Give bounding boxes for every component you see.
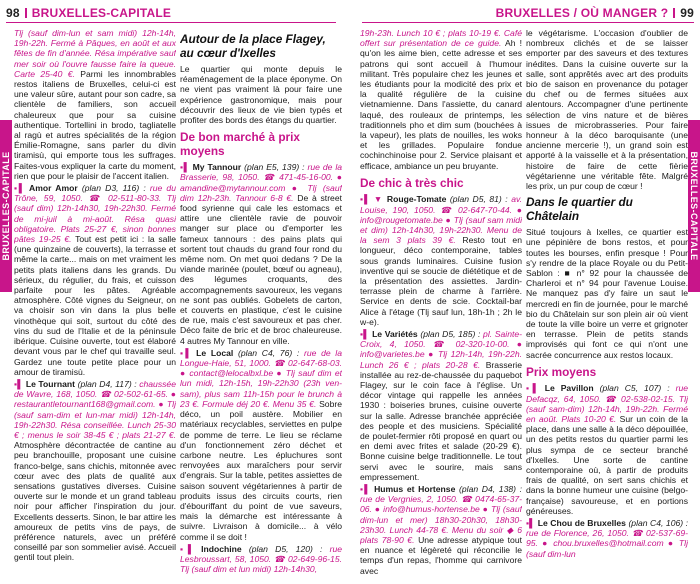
paragraph: le végétarisme. L'occasion d'oublier de nombreux clichés et de se laisser emporter par des saveurs et des textures inédites. Dans la cuisine ouverte sur la salle, sont apprêtés avec art des produits bio de saison en provenance du potager du chef ou de fermes situées aux alentours. Accompagner d'une pertinente sélection de vins nature et de bières issues de microbrasseries. Pour faire honneur à la déco baroquisante (une ancienne mercerie !), un grand soin est apporté à la vaisselle et à la présentation, histoire de faire de cette fièrie végétarienne une véritable fête. Malgré les prix, un pur coup de cœur ! (526, 28, 688, 192)
left-section-title: BRUXELLES-CAPITALE (31, 6, 172, 20)
header-divider (673, 8, 675, 18)
restaurant-icon: ▪▌ (526, 518, 536, 529)
text-column-3 (360, 28, 522, 580)
section-heading-flagey: Autour de la place Flagey, au cœur d'Ixelles (180, 32, 326, 60)
restaurant-icon: ▪▌ (180, 543, 194, 554)
text-column-4 (526, 28, 688, 580)
section-heading-chatelain: Dans le quartier du Châtelain (526, 195, 633, 223)
restaurant-icon: ▪▌ (360, 484, 371, 495)
header-rule-right (362, 22, 694, 23)
restaurant-icon: ▪▌ (360, 328, 370, 339)
listing-amor-amor: ▪▌ Amor Amor (plan D3, 116) : rue du Trône, 59, 1050. ☎ 02-511-80-33. Tlj (sauf dim) 12h-14h30, 19h-22h30. Fermé de mi-juil à mi-août. Résa quasi obligatoire. Plats 25-27 €, sinon bonnes pâtes 19-25 €. Tout est petit ici : la salle (une quinzaine de couverts), la terrasse et même la carte... mais on met vraiment les petits plats italiens dans les grands. Du sérieux, du régulier, du frais, et cuisson parfaite pour les pâtes. Agréable atmosphère. Côté vignes du Seigneur, on va choisir son vin dans la plus belle vinothèque qui soit, surtout du côté des vins du sud de l'Italie et de la péninsule ibérique. Cuisine ouverte, tout est élaboré devant vous par le chef qui travaille seul. Gardez une toute petite place pour un amour de tiramisù. (14, 183, 176, 377)
restaurant-icon: ▪▌ (360, 194, 371, 205)
header-rule-left (6, 22, 336, 23)
left-page-header (6, 6, 171, 20)
section-heading-chic: De chic à très chic (360, 175, 464, 190)
side-tab-left (0, 120, 12, 292)
side-tab-label: BRUXELLES-CAPITALE (1, 151, 11, 261)
paragraph: 19h-23h. Lunch 10 € ; plats 10-19 €. Café offert sur présentation de ce guide. Ah ! qu'on les aime bien, cette adresse et ses patrons qui sont accueil à l'humour militant. Très populaire chez les jeunes et les étudiants pour la modicité des prix et la qualité régulière de la cuisine vietnamienne. Dans l'assiette, du canard laqué, des rouleaux de printemps, les traditionnels pho et dim sum (bouchées à la vapeur), les plats de nouilles, les woks et les grillades. Populaire fondue cochinchinoise pour 2. Service plaisant et efficace, ambiance un peu bruyante. (360, 28, 522, 171)
listing-le-tournant: ▪▌ Le Tournant (plan D4, 117) : chaussée de Wavre, 168, 1050. ☎ 02-502-61-65. ● restaurantletournant168@gmail.com. ● Tlj (sauf sam-dim et lun-mar midi) 12h-14h, 19h-22h30. Résa conseillée. Lunch 25-30 € ; menus le soir 38-45 € ; plats 21-27 €. Atmosphère décontractée de cantine au peu branchouille, proposant une cuisine franco-belge, sans chichis, mitonnée avec cœur avec des plats de qualité aux sensations gustatives diverses. Cuisine ouverte sur le monde et un grand tableau noir pour afficher l'inspiration du jour. Excellents desserts. Sinon, le bar attire les amoureux de petits vins de pays, de préférence naturels, avec un préféré conseillé par son sommelier avisé. Accueil gentil tout plein. (14, 378, 176, 563)
listing-le-chou-de-bruxelles: ▪▌ Le Chou de Bruxelles (plan C4, 106) : rue de Florence, 26, 1050. ☎ 02-537-69-95. ● chou.bruxelles@hotmail.com ● Tlj (sauf dim-lun (526, 518, 688, 559)
text-column-2 (180, 28, 342, 580)
restaurant-icon: ▪▌ (14, 378, 24, 389)
restaurant-icon: ▪▌ (526, 383, 539, 394)
right-section-title: BRUXELLES / OÙ MANGER ? (495, 6, 669, 20)
paragraph: Situé toujours à Ixelles, ce quartier est une pépinière de bons restos, et pour toutes les bourses, enfin presque ! Pour s'y rendre de la place Royale ou du Petit-Sablon : ■ n° 92 pour la chaussée de Charleroi et n° 94 pour l'avenue Louise. Ne manquez pas d'y faire un saut le mercredi en fin de journée, pour le marché bio du Châtelain sur son plein air où vient de toute la ville boire un verre et grignoter en terrasse. Plein de petits stands improvisés qui font ce qui n'ont une sacrée concurrence aux restos locaux. (526, 227, 688, 360)
cocktail-icon: ▼ (373, 194, 384, 205)
header-divider (25, 8, 27, 18)
listing-indochine: ▪▌ Indochine (plan D5, 120) : rue Lesbroussart, 58, 1050. ☎ 02-649-96-15. Tlj (sauf dim et lun midi) 12h-14h30, (180, 543, 342, 575)
listing-le-local: ▪▌ Le Local (plan C4, 76) : rue de la Longue-Haie, 51, 1000. ☎ 02-647-68-03. ● contact@lelocalbxl.be ● Tlj sauf dim et lun midi, 12h-15h, 19h-22h30 (23h ven-sam), plus sam 11h-15h pour le brunch à 23 €. Formule déj 20 €. Menu 35 €. Sobre déco, un poil austère. Mobilier en matériaux recyclables, serviettes en pulpe de pomme de terre. Le lieu se réclame d'un fonctionnement zéro déchet et carbone neutre. Les épluchures sont renvoyées aux maraîchers pour servir d'engrais. Sur la table, petites assiettes de saison souvent végétariennes à partir de produits issus des circuits courts, rien d'ébouriffant du point de vue saveurs, mais la démarche est intéressante à suivre. Livraison à domicile... à vélo comme il se doit ! (180, 347, 342, 542)
paragraph: Le quartier qui monte depuis le réaménagement de la place éponyme. On ne vient pas vraiment là pour faire une expérience gastronomique, mais pour découvrir des lieux de vie bien typés et profiter des bords des étangs du quartier. (180, 64, 342, 126)
side-tab-label: BRUXELLES-CAPITALE (689, 151, 699, 261)
listing-rouge-tomate: ▪▌ ▼ Rouge-Tomate (plan D5, 81) : av. Louise, 190, 1050. ☎ 02-647-70-44. ● info@rougetomate.be ● Tlj (sauf sam midi et dim) 12h-14h30, 19h-22h30. Menu de la sem 3 plats 39 €. Resto tout en longueur, déco contemporaine, tables sous grands luminaires. Cuisine fusion inventive qui se soucie de diététique et de la présentation des assiettes. Jardin-terrasse plein de charme à l'arrière. Service en dents de scie. Cocktail-bar Alice à l'étage (Tlj sauf lun, 18h-1h ; 2h le w-e). (360, 194, 522, 327)
section-heading-bon-marche: De bon marché à prix moyens (180, 130, 300, 158)
paragraph: Tlj (sauf dim-lun et sam midi) 12h-14h, 19h-22h. Fermé à Pâques, en août et aux fêtes de fin d'année. Résa impérative sauf mer soir où l'ouvre fausse faire la queue. Carte 25-40 €. Parmi les innombrables restos italiens de Bruxelles, celui-ci est une valeur sûre, autant pour son cadre, sa clientèle de familiers, son accueil chaleureux que pour sa cuisine authentique. Tortellini in brodo, tagliatelle al ragù et autres spécialités de la région Émilie-Romagne, sans parler du divin tiramisù, qui emporte tous les suffrages. Faites-vous expliquer la carte du moment, rien que pour le plaisir de l'accent italien. (14, 28, 176, 181)
listing-le-pavillon: ▪▌ Le Pavillon (plan C5, 107) : rue Defacqz, 64, 1050. ☎ 02-538-02-15. Tlj (sauf sam-dim) 12h-14h, 19h-22h. Fermé en août. Plats 10-20 €. Sur un coin de la place, dans une salle à la déco dépouillée, un des petits restos du quartier parmi les plus sympa de ce secteur branché d'Ixelles. Une sorte de cantine contemporaine où, à partir de produits frais de qualité, on sert sans chichis et dans la bonne humeur une cuisine (belgo-française) savoureuse, et en portions généreuses. (526, 383, 688, 516)
listing-my-tannour: ▪▌ My Tannour (plan E5, 139) : rue de la Brasserie, 98, 1050. ☎ 471-45-16-00. ● amandine@mytannour.com ● Tlj (sauf dim 12h-23h. Tannour 6-8 €. De à street food syrienne qui cale les estomacs et attire une clientèle ravie de pouvoir manger sur place ou d'emporter les fameux tannours : des pains plats qui sortent tout chauds du grand four rond du même nom. On met quoi dedans ? De la viande marinée (poulet, bœuf ou agneau), des légumes croquants, des accompagnements savoureux, les vegans ne sont pas oubliés. Gobelets de carton, et couverts en plastique, c'est le cuisine de rue, mais c'est savoureux et pas cher. Déco faite de bric et de broc chaleureuse. 4 autres My Tannour en ville. (180, 162, 342, 346)
left-page-number: 98 (6, 6, 20, 20)
right-page-header (496, 6, 694, 20)
restaurant-icon: ▪▌ (180, 162, 190, 173)
restaurant-icon: ▪▌ (180, 347, 192, 358)
listing-humus-hortense: ▪▌ Humus et Hortense (plan D4, 138) : rue de Vergnies, 2, 1050. ☎ 0474-65-37-06. ● info@humus-hortense.be ● Tlj (sauf dim-lun et mer) 18h30-20h30, 18h30-23h30. Lunch 44-78 €. Menu du soir ◆ 6 plats 78-90 €. Une adresse atypique tout en nuance et légèreté qui réconcilie le temps d'un repas, l'homme qui carnivore avec (360, 484, 522, 576)
side-tab-right (688, 120, 700, 292)
restaurant-icon: ▪▌ (14, 183, 25, 194)
listing-le-varietes: ▪▌ Le Variétés (plan D5, 185) : pl. Sainte-Croix, 4, 1050. ☎ 02-320-10-00. ● info@varietes.be ● Tlj 12h-14h, 19h-22h. Lunch 26 € ; plats 20-28 €. Brasserie installée au rez-de-chaussée du paquebot Flagey, sur le coin face à l'église. Un décor vintage qui rappelle les années 1930 : boiseries brunes, cuisine ouverte sur la salle. Adresse branchée appréciée des people et des musiciens. Spécialité de poulet-fermier rôti proposé en quart ou en demi avec frites et salade (20-29 €). Bonne cuisine belge traditionnelle. Le tout servi avec le sourire, mais sans empressement. (360, 328, 522, 482)
text-column-1 (14, 28, 176, 580)
section-heading-prix-moyens: Prix moyens (526, 364, 597, 379)
right-page-number: 99 (680, 6, 694, 20)
